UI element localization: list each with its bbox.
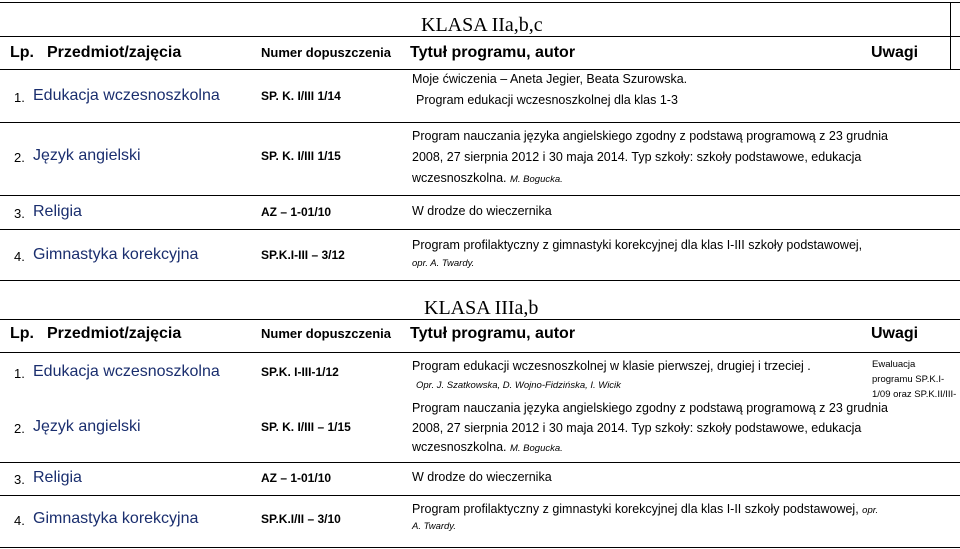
header-notes: Uwagi [871,325,919,342]
row-code: AZ – 1-01/10 [261,205,332,219]
header-notes: Uwagi [871,44,919,61]
row-lp: 1. [14,366,25,381]
row-program-line: W drodze do wieczernika [412,204,552,218]
table-border [0,280,960,281]
header-number: Numer dopuszczenia [261,45,392,60]
row-subject: Edukacja wczesnoszkolna [33,363,220,380]
row-program-line [412,168,563,190]
row-program-author: A. Twardy. [412,521,456,532]
row-program-author: opr. [862,505,879,516]
table-border [0,495,960,496]
row-lp: 2. [14,150,25,165]
table-border [0,319,960,320]
row-lp: 4. [14,249,25,264]
table-border [0,36,960,37]
row-program-line: W drodze do wieczernika [412,470,552,484]
row-notes [872,357,956,402]
row-program-text: wczesnoszkolna. [412,440,507,454]
row-subject: Edukacja wczesnoszkolna [33,87,220,104]
row-notes-line: Ewaluacja [872,359,916,370]
row-program-line: Program edukacji wczesnoszkolnej w klasie pierwszej, drugiej i trzeciej . [412,359,811,373]
section-1-title: KLASA IIa,b,c [421,14,543,36]
row-program-line: Program profilaktyczny z gimnastyki korekcyjnej dla klas I-III szkoły podstawowej, [412,238,863,252]
row-lp: 1. [14,90,25,105]
row-program-line: Moje ćwiczenia – Aneta Jegier, Beata Szurowska. [412,72,688,86]
row-program-line: Program nauczania języka angielskiego zgodny z podstawą programową z 23 grudnia [412,129,888,143]
row-subject: Gimnastyka korekcyjna [33,246,199,263]
row-program-line: Program edukacji wczesnoszkolnej dla klas 1-3 [416,93,678,107]
header-program: Tytuł programu, autor [410,44,576,61]
header-subject: Przedmiot/zajęcia [47,44,182,61]
row-program-author: opr. A. Twardy. [412,258,475,269]
row-code: SP.K. I-III-1/12 [261,365,339,379]
header-subject: Przedmiot/zajęcia [47,325,182,342]
row-program-line: 2008, 27 sierpnia 2012 i 30 maja 2014. Typ szkoły: szkoły podstawowe, edukacja [412,150,862,164]
table-border [0,122,960,123]
row-program-author: M. Bogucka. [509,174,563,185]
row-lp: 3. [14,206,25,221]
row-program-line [412,437,563,459]
header-number: Numer dopuszczenia [261,326,392,341]
table-border [950,2,951,69]
row-subject: Język angielski [33,418,141,435]
table-border [0,2,960,3]
row-code: SP. K. I/III 1/15 [261,149,341,163]
row-code: AZ – 1-01/10 [261,471,332,485]
row-subject: Język angielski [33,147,141,164]
row-program-text: Program profilaktyczny z gimnastyki korekcyjnej dla klas I-II szkoły podstawowej, [412,502,859,516]
row-program-line: Program nauczania języka angielskiego zgodny z podstawą programową z 23 grudnia [412,401,888,415]
row-subject: Religia [33,469,82,486]
row-code: SP. K. I/III 1/14 [261,89,341,103]
header-lp: Lp. [10,325,34,342]
table-border [0,462,960,463]
row-program-line: 2008, 27 sierpnia 2012 i 30 maja 2014. Typ szkoły: szkoły podstawowe, edukacja [412,421,862,435]
row-program-author: Opr. J. Szatkowska, D. Wojno-Fidzińska, I. Wicik [416,380,621,391]
row-notes-line: 1/09 oraz SP.K.II/III- [872,389,957,400]
section-2-title: KLASA IIIa,b [424,297,539,319]
row-subject: Gimnastyka korekcyjna [33,510,199,527]
row-lp: 2. [14,421,25,436]
row-code: SP. K. I/III – 1/15 [261,420,351,434]
row-notes-line: programu SP.K.I- [872,374,945,385]
table-border [0,547,960,548]
header-program: Tytuł programu, autor [410,325,576,342]
row-code: SP.K.I/II – 3/10 [261,512,341,526]
header-lp: Lp. [10,44,34,61]
table-border [0,229,960,230]
row-program-author: M. Bogucka. [509,443,563,454]
row-lp: 3. [14,472,25,487]
row-code: SP.K.I-III – 3/12 [261,248,345,262]
row-subject: Religia [33,203,82,220]
table-border [0,195,960,196]
table-border [0,352,960,353]
row-program-line [412,499,878,521]
row-program-text: wczesnoszkolna. [412,171,507,185]
row-lp: 4. [14,513,25,528]
